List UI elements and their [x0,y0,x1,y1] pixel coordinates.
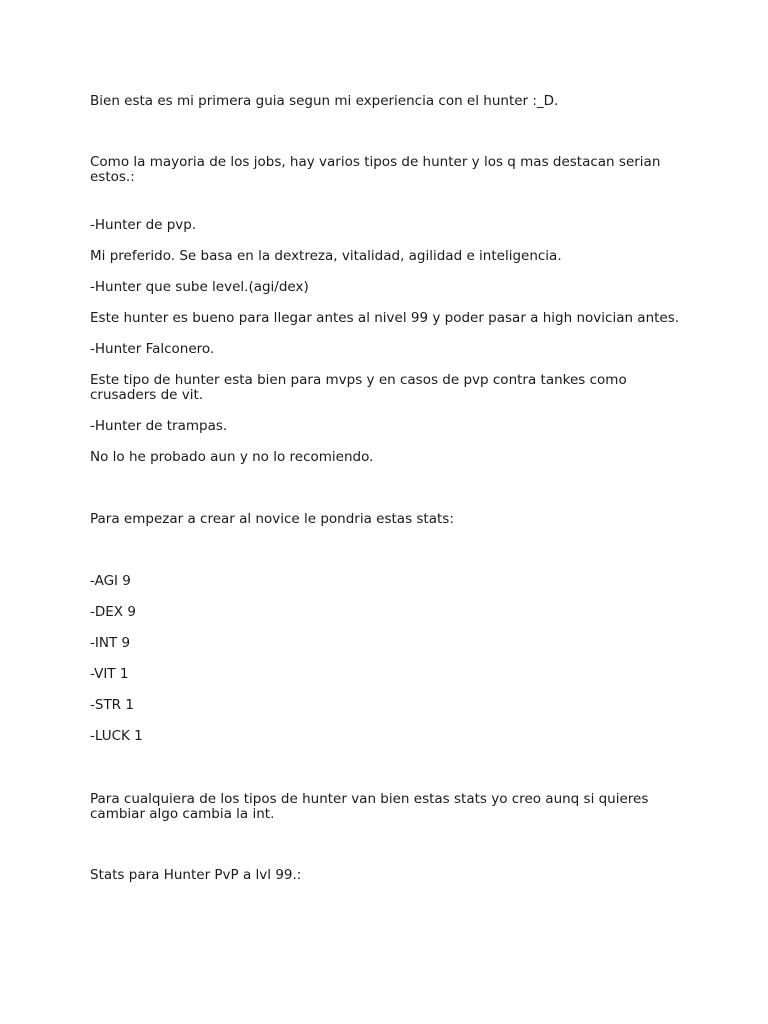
novice-stat-dex: -DEX 9 [90,604,136,620]
novice-stat-str: -STR 1 [90,697,134,713]
type-title-trampas: -Hunter de trampas. [90,418,228,434]
intro-paragraph: Bien esta es mi primera guia segun mi experiencia con el hunter :_D. [90,93,559,109]
type-description-pvp: Mi preferido. Se basa en la dextreza, vitalidad, agilidad e inteligencia. [90,248,562,264]
type-title-pvp: -Hunter de pvp. [90,217,197,233]
type-description-level: Este hunter es bueno para llegar antes al nivel 99 y poder pasar a high novician antes. [90,310,680,326]
novice-stat-int: -INT 9 [90,635,131,651]
type-description-falconero: Este tipo de hunter esta bien para mvps y en casos de pvp contra tankes como crusaders de vit. [90,372,627,403]
novice-stat-vit: -VIT 1 [90,666,129,682]
pvp-stats-heading: Stats para Hunter PvP a lvl 99.: [90,867,302,883]
type-title-falconero: -Hunter Falconero. [90,341,215,357]
stats-note-paragraph: Para cualquiera de los tipos de hunter van bien estas stats yo creo aunq si quieres cambiar algo cambia la int. [90,791,649,822]
novice-intro-paragraph: Para empezar a crear al novice le pondria estas stats: [90,511,454,527]
type-description-trampas: No lo he probado aun y no lo recomiendo. [90,449,374,465]
types-intro-paragraph: Como la mayoria de los jobs, hay varios tipos de hunter y los q mas destacan serian estos.: [90,154,661,185]
type-title-level: -Hunter que sube level.(agi/dex) [90,279,309,295]
novice-stat-agi: -AGI 9 [90,573,131,589]
novice-stat-luck: -LUCK 1 [90,728,143,744]
